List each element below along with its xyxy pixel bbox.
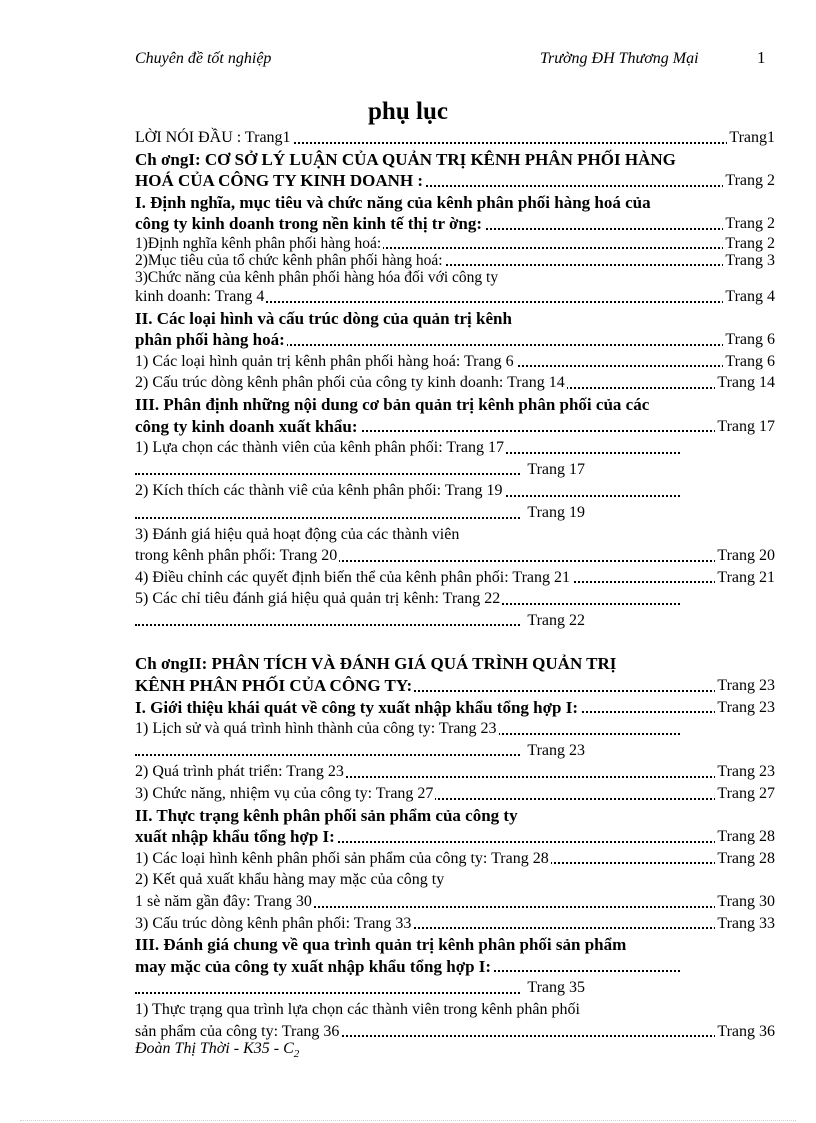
toc-entry-page: Trang 2 xyxy=(723,170,775,192)
toc-entry-page: Trang 36 xyxy=(715,1021,775,1043)
toc-entry-text: 3) Chức năng, nhiệm vụ của công ty: Trang 27 xyxy=(135,785,434,803)
toc-entry-page: Trang 2 xyxy=(723,213,775,235)
toc-entry-page: Trang 30 xyxy=(715,891,775,913)
toc-entry-text: 2) Kết quả xuất khẩu hàng may mặc của công ty xyxy=(135,871,445,889)
toc-entry-text: Ch ơngI: CƠ SỞ LÝ LUẬN CỦA QUẢN TRỊ KÊNH PHÂN PHỐI HÀNG xyxy=(135,149,676,169)
toc-entry-page: Trang 23 xyxy=(715,675,775,697)
toc-entry xyxy=(135,956,775,978)
toc-entry xyxy=(135,372,775,394)
toc-entry xyxy=(135,1021,775,1043)
toc-entry xyxy=(135,351,775,373)
toc-entry-page: Trang 6 xyxy=(723,351,775,373)
header-left-text: Chuyên đề tốt nghiệp xyxy=(135,50,272,67)
toc-entry-text: LỜI NÓI ĐẦU : Trang1 xyxy=(135,129,291,146)
toc-entry xyxy=(135,610,775,632)
toc-entry-page: Trang 22 xyxy=(525,610,585,632)
toc-entry xyxy=(135,437,775,459)
toc-entry-text: 2) Quá trình phát triển: Trang 23 xyxy=(135,763,344,781)
toc-entry-page: Trang 21 xyxy=(715,567,775,589)
toc-entry xyxy=(135,170,775,192)
toc-entry-text: 1) Thực trạng qua trình lựa chọn các thành viên trong kênh phân phối xyxy=(135,1000,580,1018)
toc-entry-page: Trang 19 xyxy=(525,502,585,524)
toc-entry xyxy=(135,149,775,171)
toc-entry xyxy=(135,718,775,740)
toc-entry-page: Trang 4 xyxy=(723,286,775,308)
toc-entry xyxy=(135,545,775,567)
toc-entry xyxy=(135,977,775,999)
toc-entry xyxy=(135,269,775,286)
footer-subscript: 2 xyxy=(293,1048,300,1061)
toc-leader-dots xyxy=(135,992,520,994)
toc-entry-text: 1) Các loại hình kênh phân phối sản phẩm của công ty: Trang 28 xyxy=(135,849,549,867)
toc-entry xyxy=(135,653,775,675)
toc-entry-page: Trang 2 xyxy=(725,234,775,252)
toc-entry xyxy=(135,524,775,546)
toc-entry xyxy=(135,192,775,214)
toc-entry-text: 2) Cấu trúc dòng kênh phân phối của công ty kinh doanh: Trang 14 xyxy=(135,374,565,392)
toc-entry xyxy=(135,891,775,913)
toc-leader-dots xyxy=(135,517,520,519)
toc-entry-text: sản phẩm của công ty: Trang 36 xyxy=(135,1022,340,1040)
toc-entry-text: III. Đánh giá chung về qua trình quản trị kênh phân phối sản phẩm xyxy=(135,935,627,955)
toc-entry xyxy=(135,213,775,235)
toc-entry xyxy=(135,127,775,149)
toc-entry-page: Trang 23 xyxy=(715,761,775,783)
toc-leader-dots xyxy=(135,473,520,475)
toc-entry-text: 1) Lựa chọn các thành viên của kênh phân phối: Trang 17 xyxy=(135,439,505,457)
toc-entry-text: 5) Các chỉ tiêu đánh giá hiệu quả quản trị kênh: Trang 22 xyxy=(135,590,501,608)
toc-entry xyxy=(135,783,775,805)
toc-entry-text: 1)Định nghĩa kênh phân phối hàng hoá: xyxy=(135,234,382,252)
toc-entry xyxy=(135,999,775,1021)
toc-entry xyxy=(135,480,775,502)
page-number: 1 xyxy=(757,48,766,67)
toc-entry-page: Trang 17 xyxy=(525,459,585,481)
toc-entry-text: 1) Các loại hình quản trị kênh phân phối hàng hoá: Trang 6 xyxy=(135,352,514,370)
toc-entry-text: 4) Điều chỉnh các quyết định biến thể của kênh phân phối: Trang 21 xyxy=(135,568,571,586)
toc-entry xyxy=(135,308,775,330)
toc-entry xyxy=(135,631,775,653)
page-bottom-rule xyxy=(20,1120,796,1121)
toc-entry xyxy=(135,740,775,762)
toc-entry-page: Trang 33 xyxy=(715,913,775,935)
toc-entry-text: 1) Lịch sử và quá trình hình thành của công ty: Trang 23 xyxy=(135,720,497,738)
toc-entry-page: Trang 23 xyxy=(715,697,775,719)
toc-entry xyxy=(135,329,775,351)
toc-entry-text: I. Giới thiệu khái quát về công ty xuất nhập khẩu tổng hợp I: xyxy=(135,697,579,717)
toc-entry-text: xuất nhập khẩu tổng hợp I: xyxy=(135,827,335,847)
toc-entry xyxy=(135,826,775,848)
toc-entry-text: 2)Mục tiêu của tổ chức kênh phân phối hàng hoá: xyxy=(135,251,443,269)
toc-entry xyxy=(135,697,775,719)
toc-entry-page: Trang 23 xyxy=(525,740,585,762)
toc-entry-text: phân phối hàng hoá: xyxy=(135,330,285,350)
toc-entry-text: 1 sè năm gần đây: Trang 30 xyxy=(135,893,312,910)
toc-entry-text: KÊNH PHÂN PHỐI CỦA CÔNG TY: xyxy=(135,676,413,696)
toc-leader-dots xyxy=(135,624,520,626)
toc-entry xyxy=(135,286,775,308)
toc-entry-text: công ty kinh doanh trong nền kinh tế thị tr ờng: xyxy=(135,214,482,234)
toc-entry-page: Trang 17 xyxy=(715,416,775,438)
toc-entry-text: II. Thực trạng kênh phân phối sản phẩm của công ty xyxy=(135,805,518,825)
toc-entry-text: công ty kinh doanh xuất khẩu: xyxy=(135,416,358,436)
toc-entry-text: 3)Chức năng của kênh phân phối hàng hóa đối với công ty xyxy=(135,268,499,286)
toc-entry-text: 3) Đánh giá hiệu quả hoạt động của các thành viên xyxy=(135,525,460,543)
toc-entry-page: Trang1 xyxy=(727,127,775,149)
toc-leader-dots xyxy=(135,754,520,756)
toc-entry-page: Trang 6 xyxy=(723,329,775,351)
toc-entry-text: HOÁ CỦA CÔNG TY KINH DOANH : xyxy=(135,171,424,191)
toc-entry-page: Trang 3 xyxy=(725,251,775,269)
toc-entry xyxy=(135,416,775,438)
toc-entry xyxy=(135,869,775,891)
toc-entry-text: kinh doanh: Trang 4 xyxy=(135,287,265,305)
table-of-contents xyxy=(135,127,775,1042)
toc-entry xyxy=(135,848,775,870)
page-title: phụ lục xyxy=(368,98,448,125)
toc-entry-page: Trang 35 xyxy=(525,977,585,999)
toc-entry xyxy=(135,675,775,697)
toc-entry xyxy=(135,588,775,610)
toc-entry-page: Trang 28 xyxy=(715,848,775,870)
header-right-text: Trường ĐH Thương Mại xyxy=(540,50,699,67)
toc-entry-text: Ch ơngII: PHÂN TÍCH VÀ ĐÁNH GIÁ QUÁ TRÌNH QUẢN TRỊ xyxy=(135,654,617,674)
footer-author: Đoàn Thị Thời - K35 - C xyxy=(135,1040,294,1057)
toc-entry-page: Trang 27 xyxy=(715,783,775,805)
toc-entry-page: Trang 28 xyxy=(715,826,775,848)
toc-entry xyxy=(135,934,775,956)
toc-entry xyxy=(135,805,775,827)
toc-entry-text: trong kênh phân phối: Trang 20 xyxy=(135,547,338,565)
toc-entry-text: II. Các loại hình và cấu trúc dòng của quản trị kênh xyxy=(135,308,512,328)
toc-entry-text: 2) Kích thích các thành viê của kênh phân phối: Trang 19 xyxy=(135,482,503,500)
toc-entry xyxy=(135,913,775,935)
page-header xyxy=(135,50,775,72)
page-footer xyxy=(135,1040,299,1060)
toc-entry xyxy=(135,235,775,252)
toc-entry-text: 3) Cấu trúc dòng kênh phân phối: Trang 33 xyxy=(135,914,412,932)
toc-entry-page: Trang 14 xyxy=(715,372,775,394)
toc-entry-text: III. Phân định những nội dung cơ bản quản trị kênh phân phối của các xyxy=(135,394,650,414)
toc-entry-text: I. Định nghĩa, mục tiêu và chức năng của kênh phân phối hàng hoá của xyxy=(135,192,651,212)
toc-entry xyxy=(135,394,775,416)
toc-entry-text: may mặc của công ty xuất nhập khẩu tổng hợp I: xyxy=(135,956,492,976)
toc-entry xyxy=(135,252,775,269)
toc-entry xyxy=(135,502,775,524)
toc-entry xyxy=(135,459,775,481)
toc-entry-page: Trang 20 xyxy=(715,545,775,567)
toc-entry xyxy=(135,567,775,589)
toc-entry xyxy=(135,761,775,783)
